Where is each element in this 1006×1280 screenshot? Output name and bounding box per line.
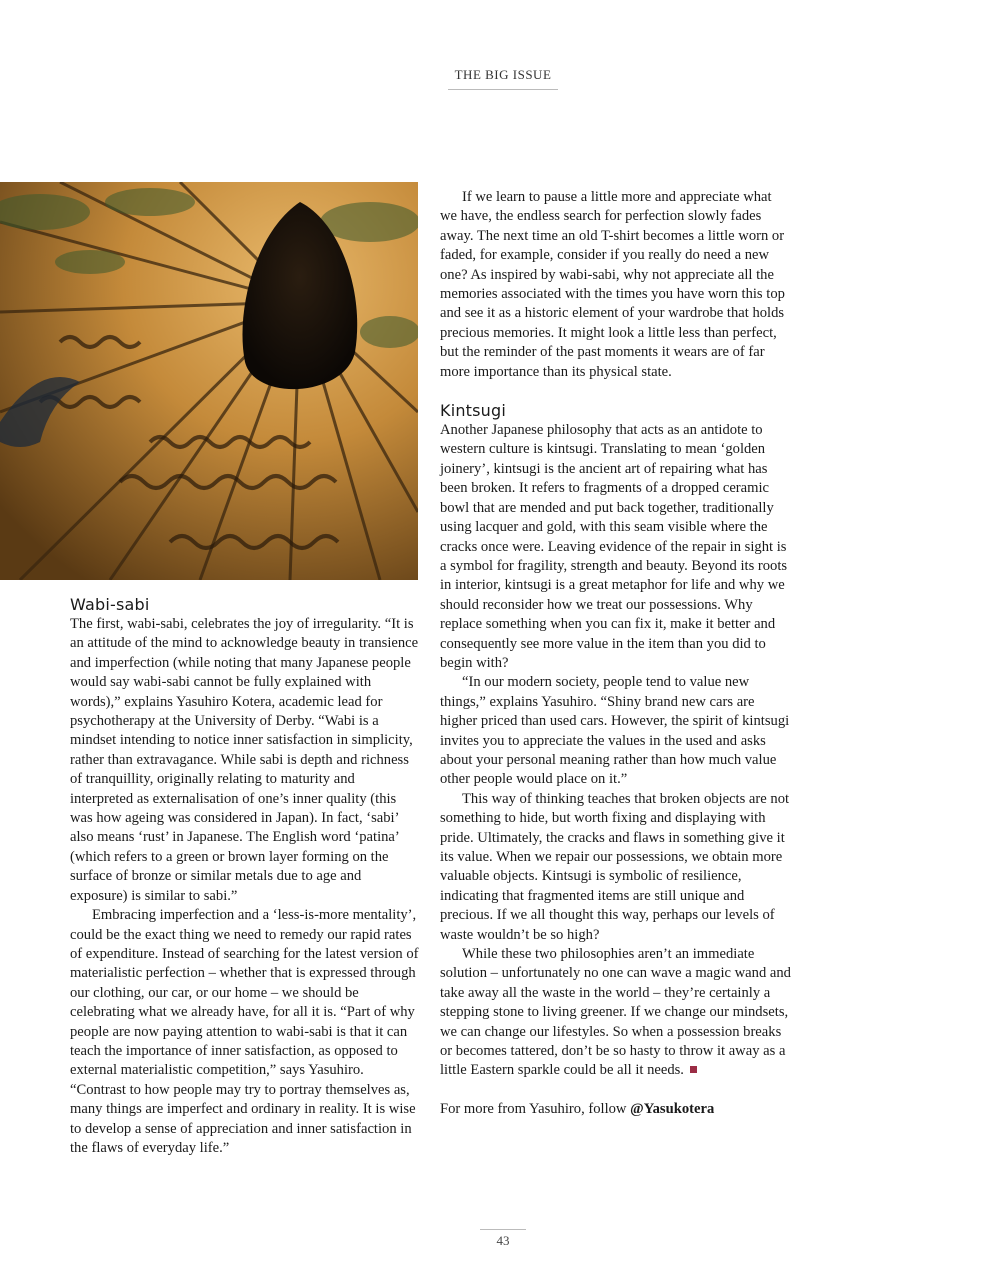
follow-text: For more from Yasuhiro, follow	[440, 1100, 631, 1117]
closing-text: While these two philosophies aren’t an immediate solution – unfortunately no one can wave a magic wand and take away all the waste in the world – they’re certainly a stepping stone to living greener. If we change our mindsets, we can change our lifestyles. So when a possession breaks or becomes tattered, don’t be so hasty to throw it away as a little Eastern sparkle could be all it needs.	[440, 946, 791, 1079]
left-column	[70, 595, 420, 1158]
umbrella-illustration	[0, 182, 418, 580]
kintsugi-heading: Kintsugi	[440, 401, 507, 421]
kintsugi-paragraph: Another Japanese philosophy that acts as an antidote to western culture is kintsugi. Translating to mean ‘golden joinery’, kintsugi is the ancient art of repairing what has been broken. It refers to fragments of a dropped ceramic bowl that are mended and put back together, traditionally using lacquer and gold, with this seam visible where the cracks once were. Leaving evidence of the repair in sight is a symbol for fragility, strength and beauty. Beyond its roots in interior, kintsugi is a great metaphor for life and why we should reconsider how we treat our possessions. Why replace something when you can fix it, make it better and consequently see more value in the item than you did to begin with?	[440, 422, 788, 671]
end-mark-icon	[690, 1066, 697, 1073]
masthead-divider	[448, 89, 558, 90]
wabi-sabi-heading: Wabi-sabi	[70, 595, 150, 614]
footer-divider	[480, 1229, 526, 1230]
modern-society-paragraph: “In our modern society, people tend to value new things,” explains Yasuhiro. “Shiny brand new cars are higher priced than used cars. However, the spirit of kintsugi invites you to appreciate the values in the used and asks about your personal meaning rather than how much value other people would place on it.”	[440, 674, 790, 788]
publication-title: THE BIG ISSUE	[454, 67, 552, 82]
closing-paragraph	[440, 945, 792, 1081]
follow-line	[440, 1100, 792, 1119]
right-column	[440, 188, 792, 1119]
imperfection-paragraph: Embracing imperfection and a ‘less-is-more mentality’, could be the exact thing we need to remedy our rapid rates of expenditure. Instead of searching for the latest version of materialistic perfection – whether that is expressed through our clothing, our car, or our home – we should be celebrating what we already have, for all it is. “Part of why people are now paying attention to wabi-sabi is that it can teach the importance of inner satisfaction, as opposed to external materialistic competition,” says Yasuhiro. “Contrast to how people may try to portray themselves as, many things are imperfect and ordinary in reality. It is wise to develop a sense of appreciation and inner satisfaction in the flaws of everyday life.”	[70, 907, 419, 1156]
pause-paragraph: If we learn to pause a little more and appreciate what we have, the endless search for perfection slowly fades away. The next time an old T-shirt becomes a little worn or faded, for example, consider if you really do need a new one? As inspired by wabi-sabi, why not appreciate all the memories associated with the times you have worn this top and see it as a historic element of your wardrobe that holds precious memories. It might look a little less than perfect, but the reminder of the past moments it wears are of far more importance than its physical state.	[440, 189, 785, 380]
broken-objects-paragraph: This way of thinking teaches that broken objects are not something to hide, but worth fixing and displaying with pride. Ultimately, the cracks and flaws in something give it its value. When we repair our possessions, we obtain more valuable objects. Kintsugi is symbolic of resilience, indicating that fragmented items are still unique and precious. If we all thought this way, perhaps our levels of waste wouldn’t be so high?	[440, 790, 790, 943]
page-number: 43	[496, 1233, 510, 1248]
wabi-sabi-paragraph: The first, wabi-sabi, celebrates the joy of irregularity. “It is an attitude of the mind to acknowledge beauty in transience and imperfection (while noting that many Japanese people would say wabi-sabi cannot be fully explained with words),” explains Yasuhiro Kotera, academic lead for psychotherapy at the University of Derby. “Wabi is a mindset intending to notice inner satisfaction in simplicity, rather than extravagance. While sabi is depth and richness of tranquillity, originally relating to maturity and interpreted as externalisation of one’s inner quality (this was how ageing was considered in Japan). In fact, ‘sabi’ also means ‘rust’ in Japanese. The English word ‘patina’ (which refers to a green or brown layer forming on the surface of bronze or similar metals due to age and exposure) is similar to sabi.”	[70, 616, 419, 904]
twitter-handle[interactable]: @Yasukotera	[630, 1100, 715, 1117]
umbrella-photo	[0, 182, 418, 580]
